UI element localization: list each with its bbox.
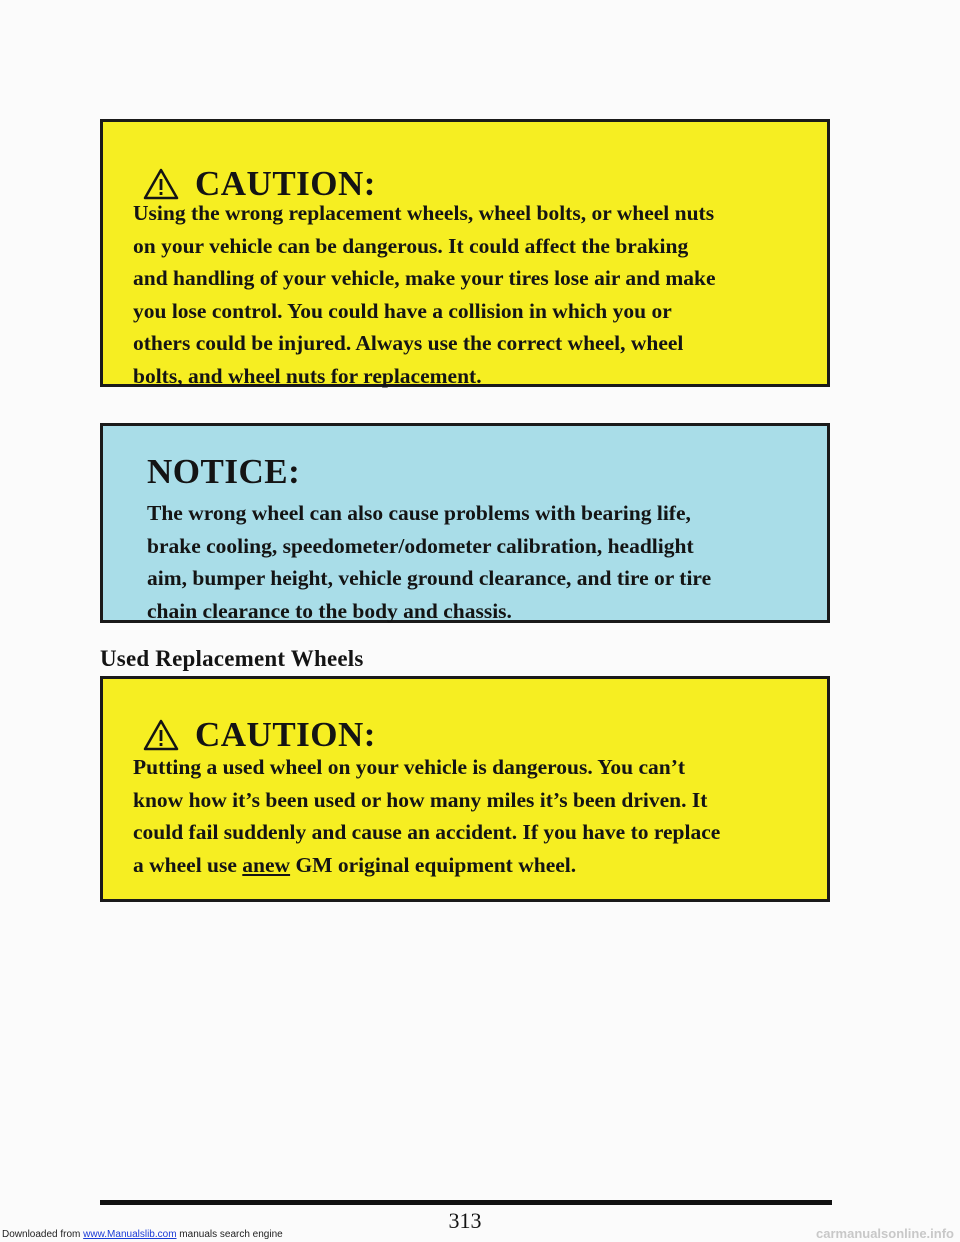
text-line: and handling of your vehicle, make your tires lose air and make: [133, 266, 716, 290]
notice-label: NOTICE:: [147, 452, 301, 491]
text-line: know how it’s been used or how many miles it’s been driven. It: [133, 787, 708, 812]
page-number: 313: [448, 1208, 482, 1233]
text-fragment: a wheel use: [133, 852, 243, 877]
notice-box: [100, 423, 830, 623]
text-line: aim, bumper height, vehicle ground clearance, and tire or tire: [147, 566, 712, 590]
text-line: The wrong wheel can also cause problems with bearing life,: [147, 501, 691, 525]
text-line: others could be injured. Always use the correct wheel, wheel: [133, 331, 684, 355]
footer-suffix: manuals search engine: [176, 1229, 283, 1240]
caution-text: [133, 197, 716, 392]
caution-box-used-wheels: [100, 676, 830, 902]
text-line: on your vehicle can be dangerous. It could affect the braking: [133, 233, 689, 258]
notice-text: [147, 497, 711, 627]
underlined-word: anew: [242, 852, 291, 877]
caution-label: CAUTION:: [195, 164, 376, 203]
text-fragment: GM original equipment wheel.: [290, 852, 577, 877]
caution-text: [133, 751, 720, 881]
text-line: [133, 849, 720, 882]
caution-label: CAUTION:: [195, 715, 376, 754]
watermark: carmanualsonline.info: [816, 1226, 954, 1241]
text-line: you lose control. You could have a collision in which you or: [133, 298, 672, 323]
text-line: Using the wrong replacement wheels, wheel bolts, or wheel nuts: [133, 201, 715, 225]
warning-triangle-icon: [143, 719, 179, 751]
section-title: Used Replacement Wheels: [100, 646, 364, 671]
caution-heading: [143, 715, 376, 755]
text-line: bolts, and wheel nuts for replacement.: [133, 363, 482, 388]
download-footer: [2, 1229, 283, 1240]
text-line: chain clearance to the body and chassis.: [147, 598, 512, 623]
text-line: brake cooling, speedometer/odometer calibration, headlight: [147, 533, 694, 558]
text-line: could fail suddenly and cause an accident. If you have to replace: [133, 820, 721, 844]
footer-rule: [100, 1200, 832, 1205]
notice-heading: [147, 452, 300, 492]
manualslib-link[interactable]: www.Manualslib.com: [83, 1229, 177, 1240]
footer-prefix: Downloaded from: [2, 1229, 84, 1240]
text-line: Putting a used wheel on your vehicle is dangerous. You can’t: [133, 755, 686, 779]
caution-box-wheels: [100, 119, 830, 387]
warning-triangle-icon: [143, 168, 179, 200]
